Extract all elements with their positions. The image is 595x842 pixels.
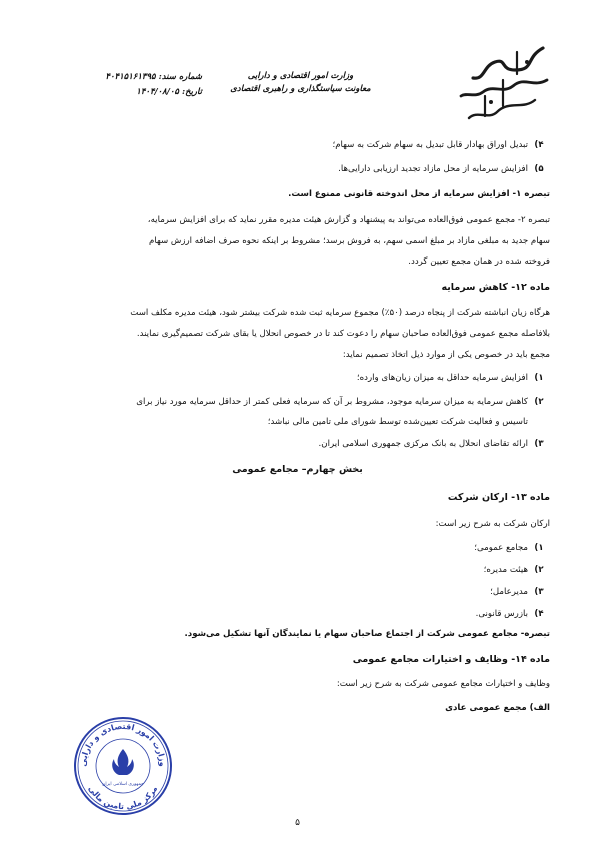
emblem-icon (112, 749, 134, 775)
paragraph-line: هرگاه زیان انباشته شرکت از پنجاه درصد (۵۰٪) مجموع سرمایه ثبت شده شرکت بیشتر شود، هیئت مدیره مکلف است (130, 308, 550, 318)
list-item-continued: تاسیس و فعالیت شرکت تعیین‌شده توسط شورای ملی تامین مالی نباشد؛ (267, 417, 528, 427)
article-14-title: ماده ۱۴- وظایف و اختیارات مجامع عمومی (352, 654, 550, 665)
paragraph-line: مجمع باید در خصوص یکی از موارد ذیل اتخاذ تصمیم نماید: (342, 350, 550, 360)
paragraph-line: بلافاصله مجمع عمومی فوق‌العاده صاحبان سهام را دعوت کند تا در خصوص انحلال یا بقای شرکت تصمیم‌گیری نمایند. (136, 329, 550, 339)
paragraph-line: وظایف و اختیارات مجامع عمومی شرکت به شرح زیر است: (336, 679, 550, 689)
letter-number: شماره سند: ۴۰۴۱۵۱۶۱۳۹۵ (105, 72, 202, 82)
official-stamp (72, 715, 174, 817)
page-number: ۵ (295, 818, 300, 828)
note-2-line: سهام جدید به مبلغی مازاد بر مبلغ اسمی سهم، به فروش برسد؛ مشروط بر اینکه نحوه صرف اضافه ارزش سهام (149, 236, 550, 246)
list-item: ۲)هیئت مدیره؛ (483, 565, 544, 575)
note-1: تبصره ۱- افزایش سرمایه از محل اندوخته قانونی ممنوع است. (288, 189, 550, 199)
ministry-header (218, 70, 383, 96)
list-item: ۳)مدیرعامل؛ (490, 587, 544, 597)
article-12-title: ماده ۱۲- کاهش سرمایه (441, 282, 550, 293)
stamp-outer-text: وزارت امور اقتصادی و دارایی (78, 721, 168, 767)
list-item: ۴)بازرس قانونی. (475, 609, 544, 619)
deputy-name: معاونت سیاستگذاری و راهبری اقتصادی (230, 84, 371, 94)
article-13-title: ماده ۱۳- ارکان شرکت (447, 492, 550, 503)
letter-date: تاریخ: ۱۴۰۴/۰۸/۰۵ (136, 87, 202, 97)
stamp-center-text: جمهوری اسلامی ایران (102, 782, 144, 787)
list-item: ۳)ارائه تقاضای انحلال به بانک مرکزی جمهوری اسلامی ایران. (318, 439, 544, 449)
subsection-title: الف) مجمع عمومی عادی (445, 703, 550, 713)
list-item: ۵)افزایش سرمایه از محل مازاد تجدید ارزیابی دارایی‌ها. (338, 164, 544, 174)
list-item: ۴)تبدیل اوراق بهادار قابل تبدیل به سهام شرکت به سهام؛ (332, 140, 544, 150)
article-13-note: تبصره- مجامع عمومی شرکت از اجتماع صاحبان سهام یا نمایندگان آنها تشکیل می‌شود. (184, 629, 550, 639)
list-item: ۲)کاهش سرمایه به میزان سرمایه موجود، مشروط بر آن که سرمایه فعلی کمتر از حداقل سرمایه مورد نیاز برای (136, 397, 544, 407)
list-item: ۱)مجامع عمومی؛ (474, 543, 544, 553)
stamp-bottom-text: مرکز ملی تامین مالی (86, 784, 160, 812)
list-item: ۱)افزایش سرمایه حداقل به میزان زیان‌های وارده؛ (356, 373, 544, 383)
center-logo (455, 40, 555, 125)
note-2-line: فروخته شده در همان مجمع تعیین گردد. (408, 257, 550, 267)
document-meta (52, 70, 202, 100)
part-4-title: بخش چهارم– مجامع عمومی (232, 464, 363, 475)
ministry-name: وزارت امور اقتصادی و دارایی (247, 71, 354, 81)
note-2-line: تبصره ۲- مجمع عمومی فوق‌العاده می‌تواند به پیشنهاد و گزارش هیئت مدیره مقرر نماید که برای افزایش سرمایه، (147, 215, 550, 225)
paragraph-line: ارکان شرکت به شرح زیر است: (435, 519, 550, 529)
